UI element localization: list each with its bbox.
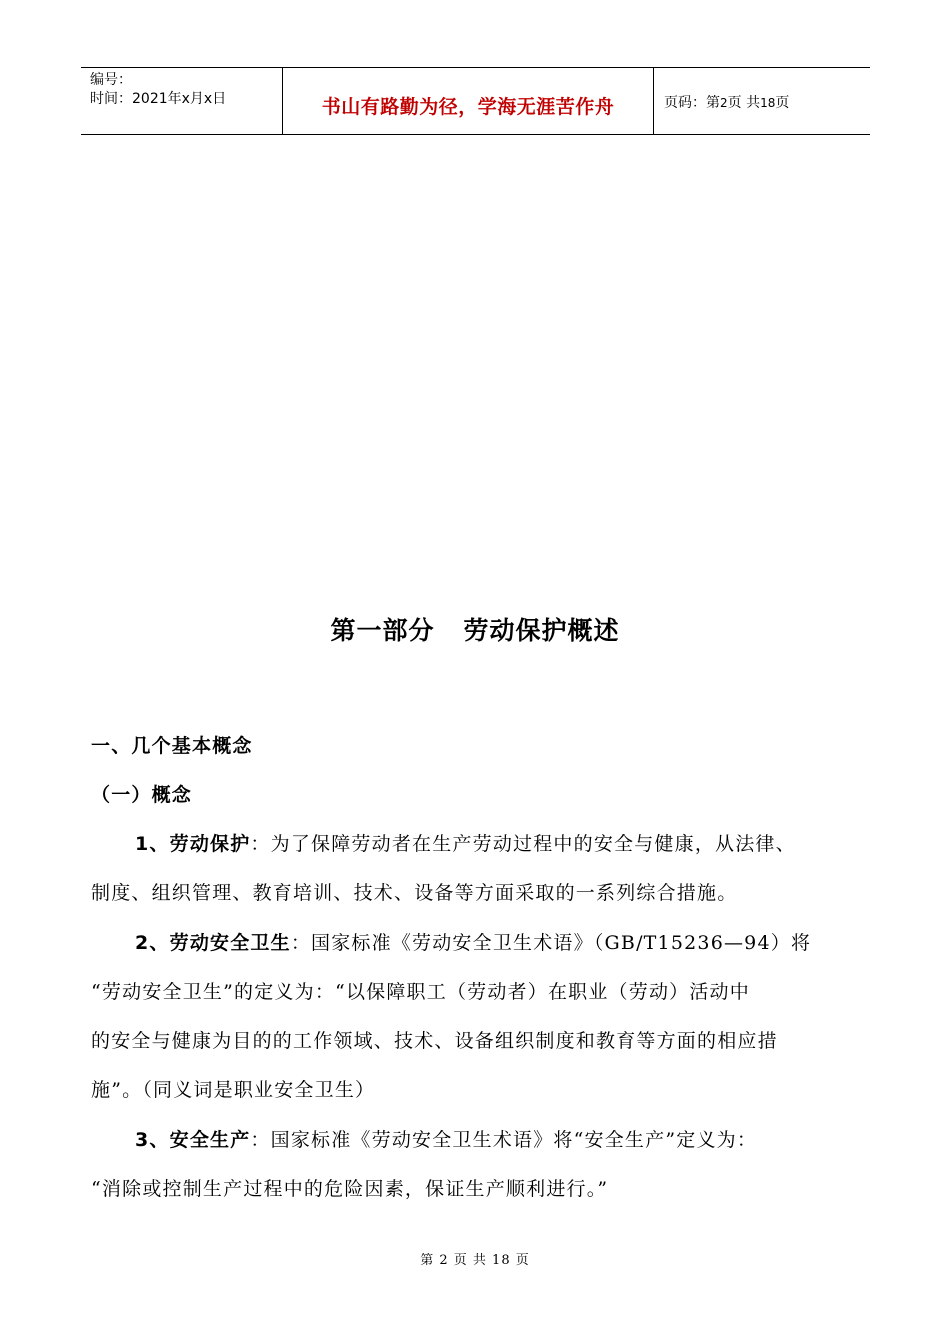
page-footer: 第 2 页 共 18 页 [420,1253,530,1268]
page-indicator [664,92,870,112]
item-2-line-1 [135,928,811,955]
item-2-line-3: 的安全与健康为目的的工作领域、技术、设备组织制度和教育等方面的相应措 [91,1030,778,1052]
page-suffix: 页 [775,95,790,111]
item-2-line-2: “劳动安全卫生”的定义为：“以保障职工（劳动者）在职业（劳动）活动中 [91,981,750,1003]
page-label-prefix: 页码：第 [664,95,720,111]
part-title: 第一部分 劳动保护概述 [330,616,620,645]
item-2-text: ：国家标准《劳动安全卫生术语》（GB/T15236—94）将 [290,932,812,954]
subsection-heading: （一）概念 [91,784,193,806]
item-1-line-1 [135,829,796,856]
page-total: 18 [760,96,776,110]
page-current: 2 [720,96,728,110]
item-2-term: 2、劳动安全卫生 [135,932,291,954]
header-motto-cell [282,68,654,134]
item-3-term: 3、安全生产 [135,1129,251,1151]
item-3-text: ：国家标准《劳动安全卫生术语》将“安全生产”定义为： [250,1129,758,1151]
document-header [81,67,870,135]
item-3-line-1 [135,1125,757,1152]
header-info-cell [81,68,282,134]
time-label: 时间：2021年x月x日 [90,91,227,107]
motto-text: 书山有路勤为径，学海无涯苦作舟 [321,95,615,118]
item-2-line-4: 施”。（同义词是职业安全卫生） [91,1079,376,1101]
item-3-line-2: “消除或控制生产过程中的危险因素，保证生产顺利进行。” [91,1178,609,1200]
item-1-line-2: 制度、组织管理、教育培训、技术、设备等方面采取的一系列综合措施。 [91,882,738,904]
page-middle: 页 共 [727,95,761,111]
section-heading: 一、几个基本概念 [91,735,253,757]
item-1-term: 1、劳动保护 [135,833,251,855]
item-1-text: ：为了保障劳动者在生产劳动过程中的安全与健康，从法律、 [250,833,796,855]
number-label: 编号： [90,72,132,88]
header-page-cell [654,68,870,134]
